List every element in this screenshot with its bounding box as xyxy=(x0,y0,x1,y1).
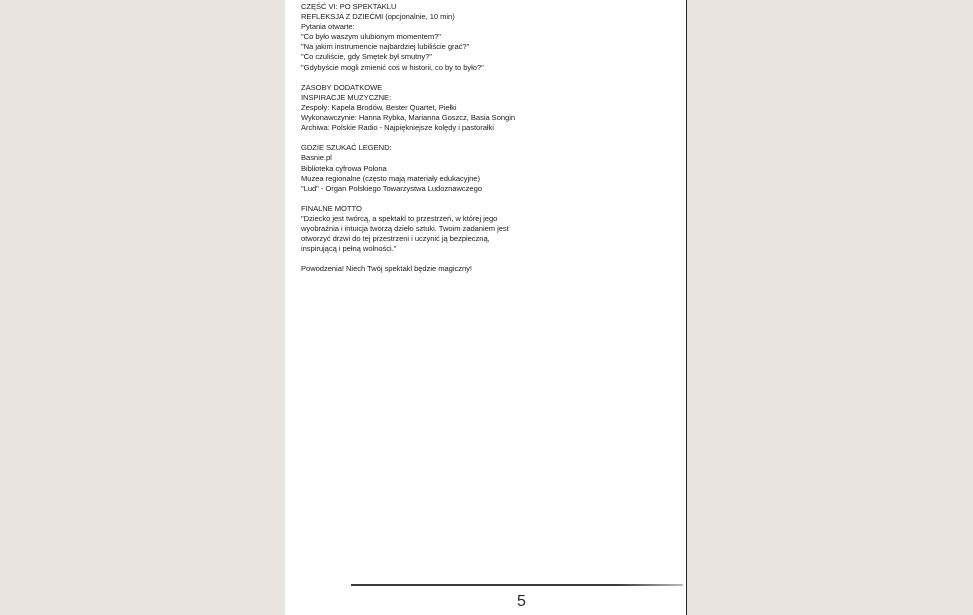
motto-line: otworzyć drzwi do tej przestrzeni i uczynić ją bezpieczną, xyxy=(301,234,490,244)
resources-heading: ZASOBY DODATKOWE xyxy=(301,82,383,92)
question-item: "Gdybyście mogli zmienić coś w historii, co by to było?" xyxy=(301,62,484,72)
page-content xyxy=(301,2,671,275)
footer-rule xyxy=(351,584,683,586)
motto-line: wyobraźnia i intuicja tworzą dzieło sztuki. Twoim zadaniem jest xyxy=(301,224,509,234)
open-questions-label: Pytania otwarte: xyxy=(301,22,355,32)
question-item: "Na jakim instrumencie najbardziej lubiliście grać?" xyxy=(301,42,470,52)
question-item: "Co było waszym ulubionym momentem?" xyxy=(301,32,441,42)
spacer xyxy=(301,133,671,143)
music-inspirations-label: INSPIRACJE MUZYCZNE: xyxy=(301,92,392,102)
spacer xyxy=(301,254,671,264)
motto-line: inspirującą i pełną wolności." xyxy=(301,244,397,254)
page-number: 5 xyxy=(517,593,526,610)
music-item: Zespoły: Kapela Brodów, Bester Quartet, Piełki xyxy=(301,102,457,112)
motto-heading: FINALNE MOTTO xyxy=(301,203,362,213)
legend-source: Basnie.pl xyxy=(301,153,332,163)
document-page xyxy=(285,0,687,615)
music-item: Wykonawczynie: Hanna Rybka, Marianna Goszcz, Basia Songin xyxy=(301,113,516,123)
closing-text: Powodzenia! Niech Twój spektakl będzie magiczny! xyxy=(301,264,472,274)
spacer xyxy=(301,194,671,204)
motto-line: "Dziecko jest twórcą, a spektakl to przestrzeń, w której jego xyxy=(301,213,498,223)
question-item: "Co czuliście, gdy Smętek był smutny?" xyxy=(301,52,432,62)
legend-source: Biblioteka cyfrowa Polona xyxy=(301,163,387,173)
legend-source: "Lud" - Organ Polskiego Towarzystwa Ludoznawczego xyxy=(301,183,482,193)
section-heading: CZĘŚĆ VI: PO SPEKTAKLU xyxy=(301,2,397,11)
reflection-title: REFLEKSJA Z DZIEĆMI (opcjonalnie, 10 min) xyxy=(301,12,455,22)
legend-source: Muzea regionalne (często mają materiały edukacyjne) xyxy=(301,173,480,183)
music-item: Archiwa: Polskie Radio - Najpiękniejsze kolędy i pastorałki xyxy=(301,123,494,133)
legends-heading: GDZIE SZUKAĆ LEGEND: xyxy=(301,143,392,153)
spacer xyxy=(301,73,671,83)
